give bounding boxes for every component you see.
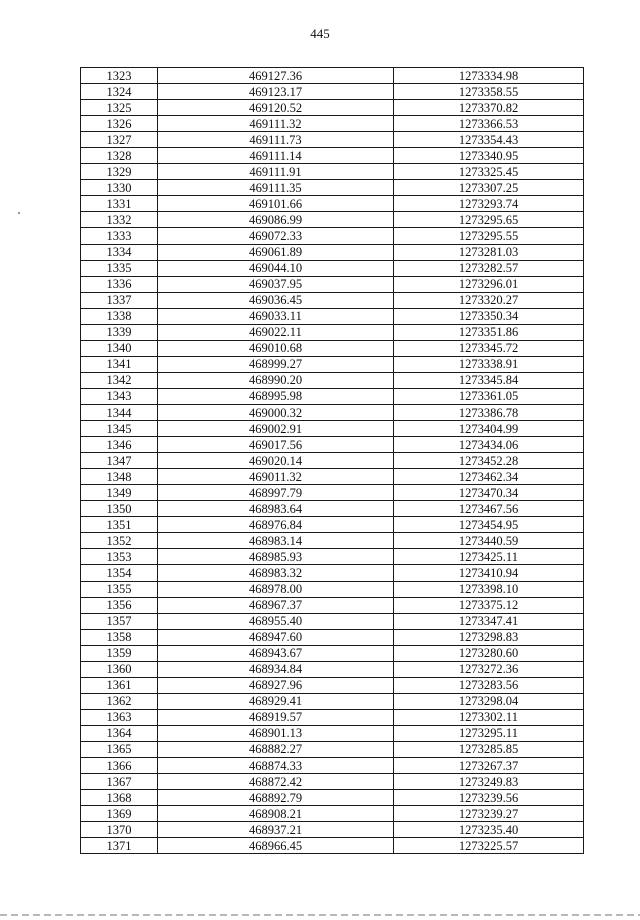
table-row — [81, 228, 584, 244]
x-coordinate-cell: 469033.11 — [158, 308, 394, 324]
y-coordinate-cell: 1273350.34 — [394, 308, 584, 324]
table-row — [81, 453, 584, 469]
y-coordinate-cell: 1273462.34 — [394, 469, 584, 485]
table-row — [81, 68, 584, 84]
table-row — [81, 116, 584, 132]
point-number-cell: 1356 — [81, 597, 158, 613]
x-coordinate-cell: 469017.56 — [158, 437, 394, 453]
x-coordinate-cell: 468882.27 — [158, 741, 394, 757]
x-coordinate-cell: 468999.27 — [158, 356, 394, 372]
table-row — [81, 758, 584, 774]
y-coordinate-cell: 1273440.59 — [394, 533, 584, 549]
point-number-cell: 1365 — [81, 741, 158, 757]
x-coordinate-cell: 469020.14 — [158, 453, 394, 469]
y-coordinate-cell: 1273452.28 — [394, 453, 584, 469]
x-coordinate-cell: 468934.84 — [158, 661, 394, 677]
point-number-cell: 1355 — [81, 581, 158, 597]
x-coordinate-cell: 469127.36 — [158, 68, 394, 84]
x-coordinate-cell: 468908.21 — [158, 806, 394, 822]
y-coordinate-cell: 1273272.36 — [394, 661, 584, 677]
point-number-cell: 1366 — [81, 758, 158, 774]
point-number-cell: 1369 — [81, 806, 158, 822]
point-number-cell: 1360 — [81, 661, 158, 677]
table-row — [81, 356, 584, 372]
point-number-cell: 1359 — [81, 645, 158, 661]
x-coordinate-cell: 468947.60 — [158, 629, 394, 645]
x-coordinate-cell: 469072.33 — [158, 228, 394, 244]
table-row — [81, 613, 584, 629]
table-row — [81, 100, 584, 116]
y-coordinate-cell: 1273285.85 — [394, 741, 584, 757]
y-coordinate-cell: 1273298.83 — [394, 629, 584, 645]
y-coordinate-cell: 1273283.56 — [394, 677, 584, 693]
table-row — [81, 741, 584, 757]
point-number-cell: 1332 — [81, 212, 158, 228]
point-number-cell: 1361 — [81, 677, 158, 693]
table-row — [81, 565, 584, 581]
table-row — [81, 164, 584, 180]
point-number-cell: 1333 — [81, 228, 158, 244]
point-number-cell: 1348 — [81, 469, 158, 485]
y-coordinate-cell: 1273320.27 — [394, 292, 584, 308]
table-row — [81, 661, 584, 677]
point-number-cell: 1329 — [81, 164, 158, 180]
table-row — [81, 774, 584, 790]
table-row — [81, 292, 584, 308]
x-coordinate-cell: 469111.32 — [158, 116, 394, 132]
x-coordinate-cell: 469010.68 — [158, 340, 394, 356]
table-row — [81, 645, 584, 661]
x-coordinate-cell: 468978.00 — [158, 581, 394, 597]
y-coordinate-cell: 1273338.91 — [394, 356, 584, 372]
table-row — [81, 597, 584, 613]
x-coordinate-cell: 468983.14 — [158, 533, 394, 549]
x-coordinate-cell: 469044.10 — [158, 260, 394, 276]
y-coordinate-cell: 1273325.45 — [394, 164, 584, 180]
point-number-cell: 1339 — [81, 324, 158, 340]
y-coordinate-cell: 1273334.98 — [394, 68, 584, 84]
point-number-cell: 1364 — [81, 725, 158, 741]
table-row — [81, 308, 584, 324]
point-number-cell: 1344 — [81, 404, 158, 420]
y-coordinate-cell: 1273239.56 — [394, 790, 584, 806]
x-coordinate-cell: 469036.45 — [158, 292, 394, 308]
table-row — [81, 260, 584, 276]
y-coordinate-cell: 1273302.11 — [394, 709, 584, 725]
y-coordinate-cell: 1273267.37 — [394, 758, 584, 774]
x-coordinate-cell: 469011.32 — [158, 469, 394, 485]
point-number-cell: 1351 — [81, 517, 158, 533]
x-coordinate-cell: 469000.32 — [158, 404, 394, 420]
y-coordinate-cell: 1273351.86 — [394, 324, 584, 340]
y-coordinate-cell: 1273358.55 — [394, 84, 584, 100]
y-coordinate-cell: 1273235.40 — [394, 822, 584, 838]
y-coordinate-cell: 1273375.12 — [394, 597, 584, 613]
point-number-cell: 1334 — [81, 244, 158, 260]
table-row — [81, 725, 584, 741]
y-coordinate-cell: 1273282.57 — [394, 260, 584, 276]
point-number-cell: 1336 — [81, 276, 158, 292]
point-number-cell: 1343 — [81, 388, 158, 404]
table-row — [81, 838, 584, 854]
x-coordinate-cell: 469111.14 — [158, 148, 394, 164]
table-row — [81, 180, 584, 196]
y-coordinate-cell: 1273281.03 — [394, 244, 584, 260]
x-coordinate-cell: 468927.96 — [158, 677, 394, 693]
point-number-cell: 1330 — [81, 180, 158, 196]
point-number-cell: 1338 — [81, 308, 158, 324]
x-coordinate-cell: 468997.79 — [158, 485, 394, 501]
table-row — [81, 212, 584, 228]
point-number-cell: 1323 — [81, 68, 158, 84]
table-row — [81, 790, 584, 806]
point-number-cell: 1346 — [81, 437, 158, 453]
table-row — [81, 148, 584, 164]
point-number-cell: 1324 — [81, 84, 158, 100]
y-coordinate-cell: 1273467.56 — [394, 501, 584, 517]
table-row — [81, 340, 584, 356]
table-row — [81, 84, 584, 100]
y-coordinate-cell: 1273296.01 — [394, 276, 584, 292]
table-row — [81, 196, 584, 212]
table-row — [81, 517, 584, 533]
x-coordinate-cell: 469111.35 — [158, 180, 394, 196]
point-number-cell: 1342 — [81, 372, 158, 388]
table-row — [81, 709, 584, 725]
x-coordinate-cell: 468929.41 — [158, 693, 394, 709]
x-coordinate-cell: 468983.32 — [158, 565, 394, 581]
point-number-cell: 1331 — [81, 196, 158, 212]
x-coordinate-cell: 469101.66 — [158, 196, 394, 212]
y-coordinate-cell: 1273470.34 — [394, 485, 584, 501]
point-number-cell: 1335 — [81, 260, 158, 276]
y-coordinate-cell: 1273404.99 — [394, 421, 584, 437]
x-coordinate-cell: 469120.52 — [158, 100, 394, 116]
y-coordinate-cell: 1273345.72 — [394, 340, 584, 356]
table-row — [81, 372, 584, 388]
coordinates-table-body — [81, 68, 584, 854]
x-coordinate-cell: 468983.64 — [158, 501, 394, 517]
point-number-cell: 1353 — [81, 549, 158, 565]
x-coordinate-cell: 469061.89 — [158, 244, 394, 260]
y-coordinate-cell: 1273434.06 — [394, 437, 584, 453]
point-number-cell: 1325 — [81, 100, 158, 116]
point-number-cell: 1327 — [81, 132, 158, 148]
y-coordinate-cell: 1273293.74 — [394, 196, 584, 212]
table-row — [81, 549, 584, 565]
table-row — [81, 421, 584, 437]
table-row — [81, 404, 584, 420]
point-number-cell: 1337 — [81, 292, 158, 308]
scan-speck — [18, 212, 20, 214]
y-coordinate-cell: 1273295.55 — [394, 228, 584, 244]
y-coordinate-cell: 1273295.11 — [394, 725, 584, 741]
y-coordinate-cell: 1273295.65 — [394, 212, 584, 228]
point-number-cell: 1341 — [81, 356, 158, 372]
y-coordinate-cell: 1273425.11 — [394, 549, 584, 565]
table-row — [81, 388, 584, 404]
coordinates-table — [80, 67, 584, 854]
y-coordinate-cell: 1273370.82 — [394, 100, 584, 116]
y-coordinate-cell: 1273298.04 — [394, 693, 584, 709]
x-coordinate-cell: 469123.17 — [158, 84, 394, 100]
x-coordinate-cell: 468985.93 — [158, 549, 394, 565]
table-row — [81, 806, 584, 822]
x-coordinate-cell: 469086.99 — [158, 212, 394, 228]
table-row — [81, 533, 584, 549]
x-coordinate-cell: 468967.37 — [158, 597, 394, 613]
x-coordinate-cell: 469111.73 — [158, 132, 394, 148]
x-coordinate-cell: 468874.33 — [158, 758, 394, 774]
y-coordinate-cell: 1273454.95 — [394, 517, 584, 533]
y-coordinate-cell: 1273398.10 — [394, 581, 584, 597]
y-coordinate-cell: 1273280.60 — [394, 645, 584, 661]
x-coordinate-cell: 468995.98 — [158, 388, 394, 404]
x-coordinate-cell: 468966.45 — [158, 838, 394, 854]
x-coordinate-cell: 468955.40 — [158, 613, 394, 629]
y-coordinate-cell: 1273354.43 — [394, 132, 584, 148]
x-coordinate-cell: 468872.42 — [158, 774, 394, 790]
y-coordinate-cell: 1273225.57 — [394, 838, 584, 854]
table-row — [81, 244, 584, 260]
point-number-cell: 1368 — [81, 790, 158, 806]
x-coordinate-cell: 469111.91 — [158, 164, 394, 180]
point-number-cell: 1326 — [81, 116, 158, 132]
y-coordinate-cell: 1273239.27 — [394, 806, 584, 822]
point-number-cell: 1349 — [81, 485, 158, 501]
table-row — [81, 629, 584, 645]
y-coordinate-cell: 1273386.78 — [394, 404, 584, 420]
point-number-cell: 1345 — [81, 421, 158, 437]
y-coordinate-cell: 1273410.94 — [394, 565, 584, 581]
y-coordinate-cell: 1273345.84 — [394, 372, 584, 388]
table-row — [81, 693, 584, 709]
point-number-cell: 1350 — [81, 501, 158, 517]
point-number-cell: 1362 — [81, 693, 158, 709]
table-row — [81, 469, 584, 485]
table-row — [81, 501, 584, 517]
table-row — [81, 485, 584, 501]
table-row — [81, 437, 584, 453]
table-row — [81, 581, 584, 597]
table-row — [81, 822, 584, 838]
point-number-cell: 1357 — [81, 613, 158, 629]
point-number-cell: 1340 — [81, 340, 158, 356]
y-coordinate-cell: 1273361.05 — [394, 388, 584, 404]
x-coordinate-cell: 469002.91 — [158, 421, 394, 437]
x-coordinate-cell: 468919.57 — [158, 709, 394, 725]
y-coordinate-cell: 1273366.53 — [394, 116, 584, 132]
x-coordinate-cell: 468892.79 — [158, 790, 394, 806]
y-coordinate-cell: 1273347.41 — [394, 613, 584, 629]
y-coordinate-cell: 1273249.83 — [394, 774, 584, 790]
x-coordinate-cell: 469022.11 — [158, 324, 394, 340]
x-coordinate-cell: 468976.84 — [158, 517, 394, 533]
x-coordinate-cell: 469037.95 — [158, 276, 394, 292]
y-coordinate-cell: 1273307.25 — [394, 180, 584, 196]
point-number-cell: 1367 — [81, 774, 158, 790]
x-coordinate-cell: 468937.21 — [158, 822, 394, 838]
point-number-cell: 1347 — [81, 453, 158, 469]
table-row — [81, 324, 584, 340]
point-number-cell: 1371 — [81, 838, 158, 854]
x-coordinate-cell: 468901.13 — [158, 725, 394, 741]
scan-edge-line — [0, 914, 640, 916]
y-coordinate-cell: 1273340.95 — [394, 148, 584, 164]
point-number-cell: 1370 — [81, 822, 158, 838]
point-number-cell: 1354 — [81, 565, 158, 581]
x-coordinate-cell: 468990.20 — [158, 372, 394, 388]
table-row — [81, 276, 584, 292]
table-row — [81, 132, 584, 148]
point-number-cell: 1352 — [81, 533, 158, 549]
point-number-cell: 1358 — [81, 629, 158, 645]
point-number-cell: 1363 — [81, 709, 158, 725]
page-number: 445 — [310, 26, 330, 41]
point-number-cell: 1328 — [81, 148, 158, 164]
table-row — [81, 677, 584, 693]
x-coordinate-cell: 468943.67 — [158, 645, 394, 661]
